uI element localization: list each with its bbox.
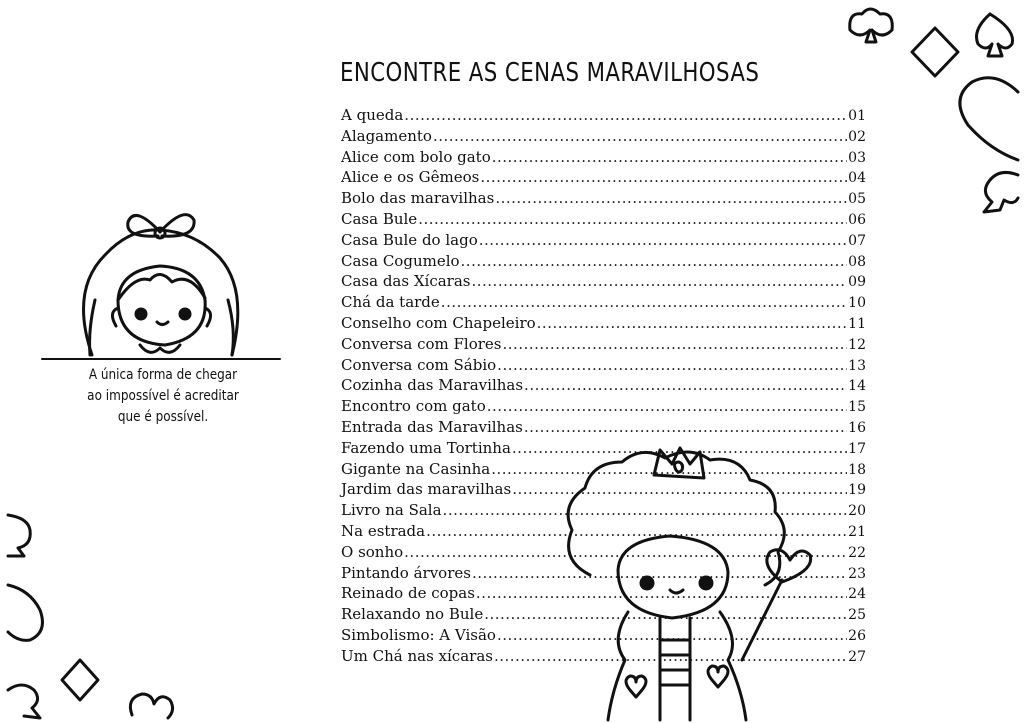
toc-entry-page: 20 [848,503,866,520]
club-icon [8,515,30,556]
toc-entry-page: 04 [848,170,866,187]
quote-line: A única forma de chegar [88,367,238,383]
toc-entry-label: Pintando árvores [341,563,471,582]
toc-entry-label: Casa das Xícaras [341,272,471,291]
toc-entry-label: Casa Bule [341,209,418,228]
toc-entry-label: Casa Bule do lago [341,230,478,249]
toc-entry-page: 05 [848,191,866,208]
toc-entry-page: 12 [848,336,866,353]
toc-entry-page: 14 [848,378,866,395]
toc-entry-label: A queda [341,106,404,124]
spade-icon [8,585,42,640]
toc-entry-label: Jardim das maravilhas [341,480,512,499]
toc-entry-label: O sonho [341,542,404,561]
toc-entry-page: 06 [848,211,866,228]
toc-entry-label: Conversa com Flores [341,334,502,353]
club-icon [984,172,1018,212]
toc-entry-label: Um Chá nas xícaras [341,646,493,665]
heart-icon [130,694,172,718]
toc-entry-page: 18 [848,461,866,478]
toc-entry-label: Fazendo uma Tortinha [341,438,511,457]
toc-entry-page: 17 [848,440,866,457]
spade-icon [977,14,1013,56]
toc-entry-page: 24 [848,586,866,603]
quote-line: ao impossível é acreditar [87,388,239,404]
toc-entry-label: Reinado de copas [341,584,475,603]
toc-entry-label: Bolo das maravilhas [341,189,495,208]
diamond-icon [912,28,958,76]
toc-entry-label: Entrada das Maravilhas [341,417,523,436]
toc-entry-label: Relaxando no Bule [341,605,484,624]
toc-entry-label: Livro na Sala [341,501,442,520]
toc-entry-label: Encontro com gato [341,397,486,416]
toc-entry-page: 01 [848,108,866,124]
toc-entry-label: Conversa com Sábio [341,355,497,374]
queen-of-hearts-icon [568,448,811,720]
toc-entry-page: 26 [848,627,866,644]
toc-entry-page: 09 [848,274,866,291]
toc-entry-label: Chá da tarde [341,293,440,312]
toc-entry-label: Simbolismo: A Visão [341,625,496,644]
card-suits-bottom-left [8,515,173,718]
toc-entry-page: 21 [848,523,866,540]
diamond-icon [62,660,98,700]
toc-entry-page: 27 [848,648,866,665]
toc-entry-label: Cozinha das Maravilhas [341,376,524,395]
page-title: ENCONTRE AS CENAS MARAVILHOSAS [340,58,760,88]
toc-entry-label: Casa Cogumelo [341,251,460,270]
club-icon [8,685,40,718]
toc-entry-page: 22 [848,544,866,561]
club-icon [850,9,893,42]
toc-entry-page: 23 [848,565,866,582]
toc-entry-page: 02 [848,128,866,145]
toc-entry-page: 08 [848,253,866,270]
toc-entry-label: Alice e os Gêmeos [341,168,480,187]
toc-entry-label: Alagamento [341,126,432,145]
card-suits-top-right [850,9,1018,212]
toc-entry-label: Na estrada [341,521,426,540]
toc-entry-page: 10 [848,295,866,312]
toc-entry-label: Conselho com Chapeleiro [341,313,536,332]
toc-entry-label: Gigante na Casinha [341,459,491,478]
heart-icon [960,78,1018,160]
toc-entry-page: 13 [848,357,866,374]
toc-entry-page: 19 [848,482,866,499]
toc-entry-page: 03 [848,149,866,166]
toc-entry-page: 15 [848,399,866,416]
quote-line: que é possível. [117,409,209,425]
alice-girl-icon [84,215,238,355]
toc-entry-page: 25 [848,607,866,624]
toc-entry-label: Alice com bolo gato [341,147,491,166]
toc-entry-page: 07 [848,232,866,249]
toc-entry-page: 16 [848,419,866,436]
toc-entry-page: 11 [848,315,866,332]
